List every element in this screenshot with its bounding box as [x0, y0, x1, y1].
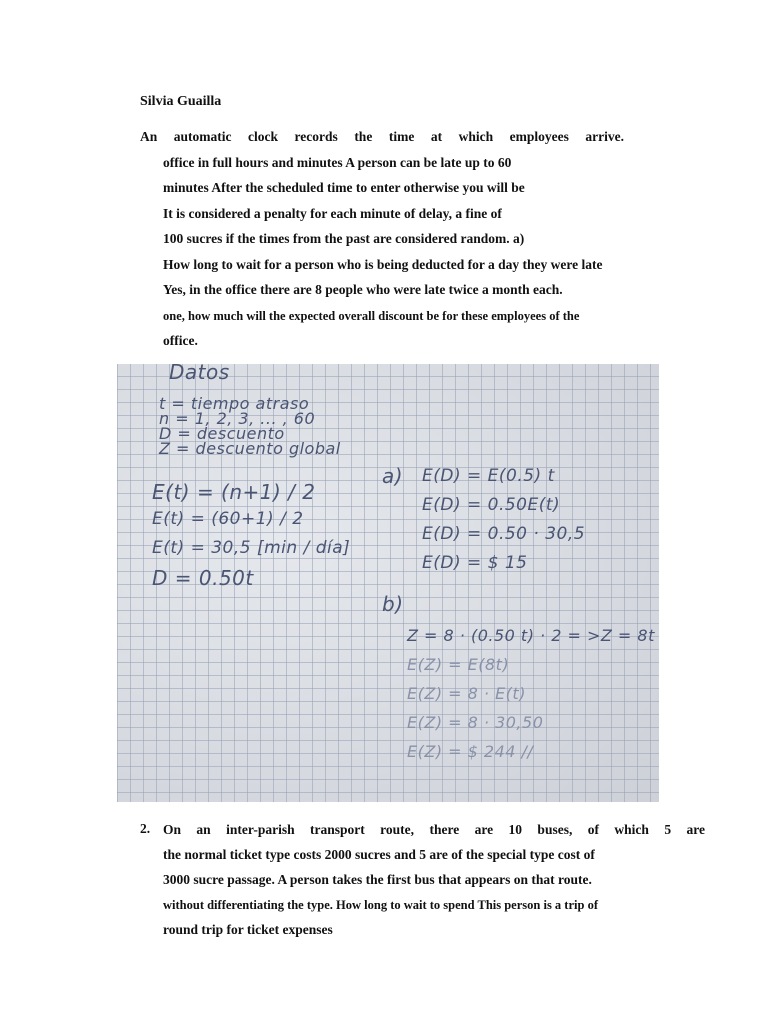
handwritten-equation: E(t) = (n+1) / 2 — [152, 480, 316, 504]
question-1 — [140, 128, 624, 358]
question-2-line: 3000 sucre passage. A person takes the first bus that appears on that route. — [163, 872, 592, 887]
handwritten-equation: E(Z) = E(8t) — [407, 655, 510, 674]
author-name: Silvia Guailla — [140, 94, 222, 109]
handwritten-part-label: b) — [382, 592, 404, 616]
question-2-line: round trip for ticket expenses — [163, 922, 333, 937]
handwritten-equation: E(Z) = 8 · E(t) — [407, 684, 526, 703]
question-2-number: 2. — [140, 821, 151, 836]
handwritten-solution-photo — [117, 364, 659, 802]
question-1-line: one, how much will the expected overall discount be for these employees of the — [163, 308, 580, 323]
handwritten-definition: n = 1, 2, 3, ... , 60 — [159, 409, 316, 428]
handwritten-definition: D = descuento — [159, 424, 285, 443]
handwritten-part-label: a) — [382, 464, 404, 488]
handwritten-equation: E(D) = 0.50E(t) — [422, 495, 561, 515]
question-2-line: On an inter-parish transport route, there are 10 buses, of which 5 are — [163, 822, 705, 837]
handwritten-equation: E(t) = 30,5 [min / día] — [152, 538, 351, 558]
question-1-line: Yes, in the office there are 8 people who were late twice a month each. — [163, 282, 563, 297]
handwritten-equation: E(Z) = $ 244 // — [407, 742, 534, 761]
question-1-line: office in full hours and minutes A person can be late up to 60 — [163, 154, 512, 170]
question-1-line: 100 sucres if the times from the past are considered random. a) — [163, 231, 525, 246]
question-1-line: office. — [163, 333, 198, 348]
question-2-line: the normal ticket type costs 2000 sucres and 5 are of the special type cost of — [163, 847, 595, 862]
question-1-line: An automatic clock records the time at which employees arrive. — [140, 129, 624, 144]
question-1-line: How long to wait for a person who is being deducted for a day they were late — [163, 256, 603, 272]
handwritten-equation: E(Z) = 8 · 30,50 — [407, 713, 544, 732]
question-2 — [140, 821, 705, 946]
handwritten-equation: Z = 8 · (0.50 t) · 2 = >Z = 8t — [407, 626, 655, 645]
handwritten-equation: E(D) = 0.50 · 30,5 — [422, 524, 586, 544]
handwritten-equation: E(D) = $ 15 — [422, 553, 528, 573]
handwritten-equation: E(D) = E(0.5) t — [422, 466, 555, 486]
handwritten-definition: Z = descuento global — [159, 439, 341, 458]
question-1-line: minutes After the scheduled time to enter otherwise you will be — [163, 180, 525, 195]
handwritten-equation: D = 0.50t — [152, 566, 254, 590]
question-2-line: without differentiating the type. How long to wait to spend This person is a trip of — [163, 898, 598, 912]
handwritten-equation: E(t) = (60+1) / 2 — [152, 509, 304, 529]
handwritten-definition: t = tiempo atraso — [159, 394, 310, 413]
question-1-line: It is considered a penalty for each minute of delay, a fine of — [163, 205, 502, 221]
handwritten-title: Datos — [169, 364, 230, 384]
